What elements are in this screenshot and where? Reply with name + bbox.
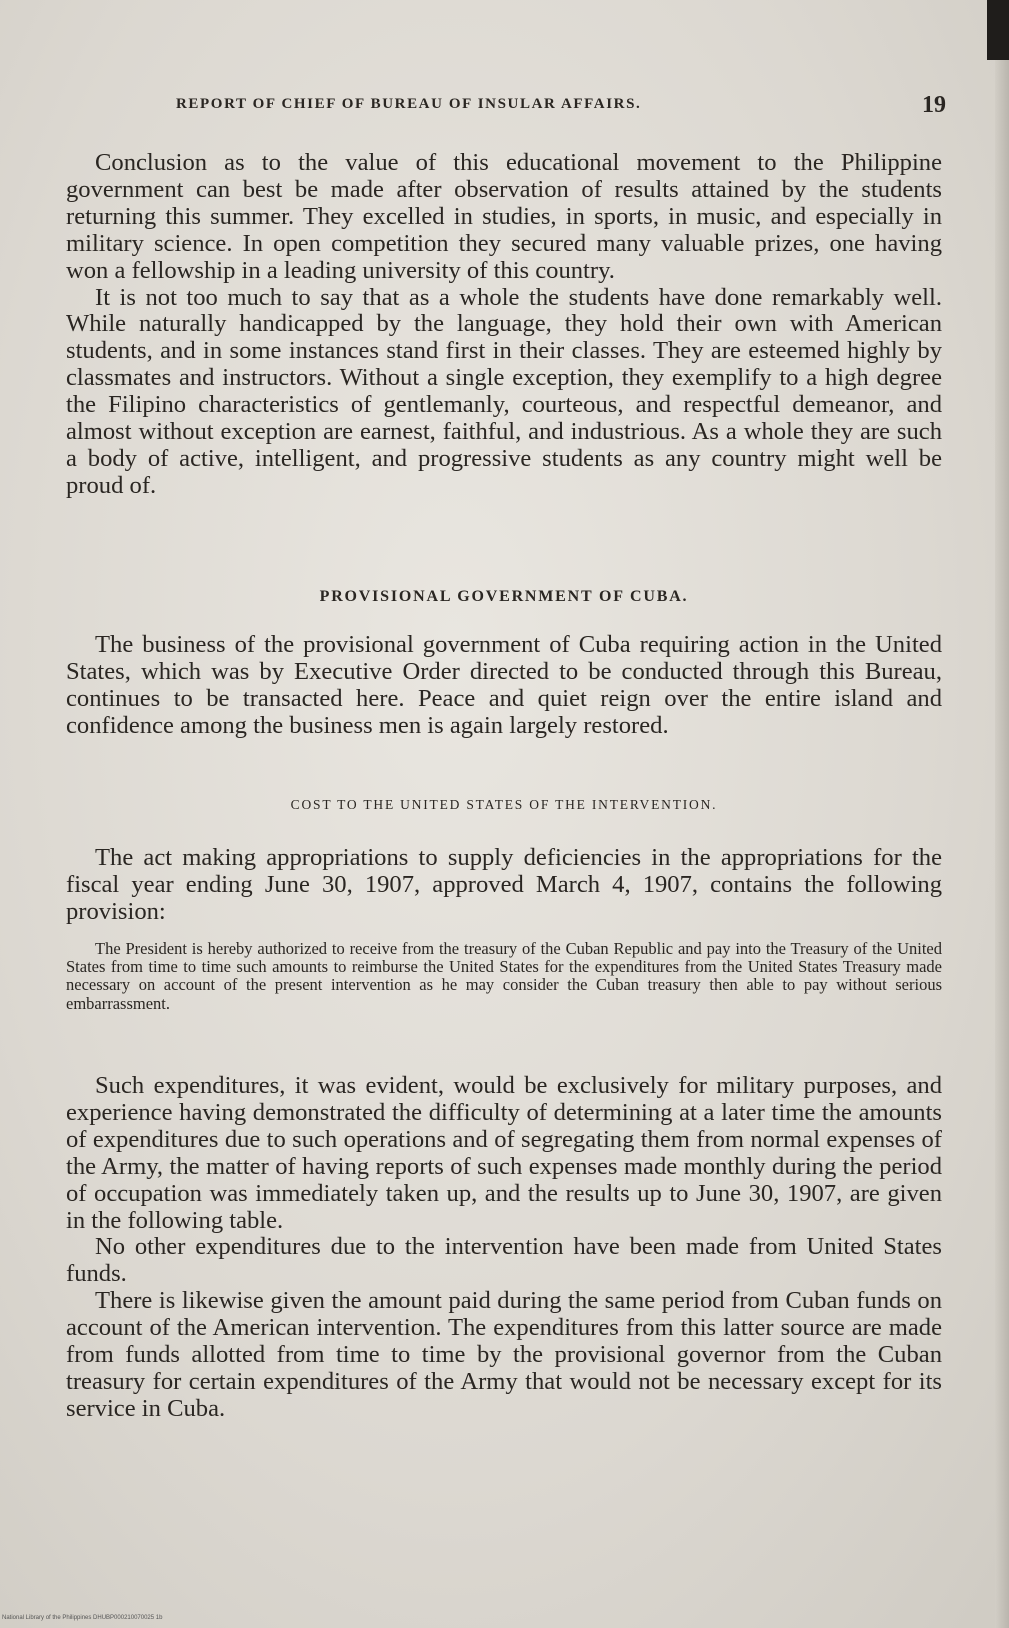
quoted-provision <box>66 940 942 1013</box>
paragraph: The business of the provisional government of Cuba requiring action in the United States, which was by Executive Order directed to be conducted through this Bureau, continues to be transacted here. Peace and quiet reign over the entire island and confidence among the business men is again largely restored. <box>66 631 942 739</box>
section-heading-cost-of-intervention: COST TO THE UNITED STATES OF THE INTERVENTION. <box>290 797 718 812</box>
paragraph: The act making appropriations to supply deficiencies in the appropriations for the fiscal year ending June 30, 1907, approved March 4, 1907, contains the following provision: <box>66 844 942 925</box>
paragraph: Such expenditures, it was evident, would be exclusively for military purposes, and experience having demonstrated the difficulty of determining at a later time the amounts of expenditures due to such operations and of segregating them from normal expenses of the Army, the matter of having reports of such expenses made monthly during the period of occupation was immediately taken up, and the results up to June 30, 1907, are given in the following table. <box>66 1072 942 1234</box>
paragraph: It is not too much to say that as a whole the students have done remarkably well. While naturally handicapped by the language, they hold their own with American students, and in some instances stand first in their classes. They are esteemed highly by classmates and instructors. Without a single exception, they exemplify to a high degree the Filipino characteristics of gentlemanly, courteous, and respectful demeanor, and almost without exception are earnest, faithful, and industrious. As a whole they are such a body of active, intelligent, and progressive students as any country might well be proud of. <box>66 283 942 499</box>
intro-section <box>66 150 942 500</box>
scan-credit: National Library of the Philippines DHUBP000210070025 1b <box>2 1615 163 1621</box>
quote-text: The President is hereby authorized to receive from the treasury of the Cuban Republic and pay into the Treasury of the United States from time to time such amounts to reimburse the United States for the expenditures from the United States Treasury made necessary on account of the present intervention as he may consider the Cuban treasury then able to pay without serious embarrassment. <box>66 939 942 1013</box>
cost-intro <box>66 845 942 926</box>
paragraph: There is likewise given the amount paid during the same period from Cuban funds on account of the American intervention. The expenditures from this latter source are made from funds allotted from time to time by the provisional governor from the Cuban treasury for certain expenditures of the Army that would not be necessary except for its service in Cuba. <box>66 1287 942 1422</box>
page-edge-shadow <box>995 0 1009 1628</box>
running-head: REPORT OF CHIEF OF BUREAU OF INSULAR AFFAIRS. <box>176 96 642 112</box>
paragraph: No other expenditures due to the intervention have been made from United States funds. <box>66 1233 942 1288</box>
section-heading-provisional-government: PROVISIONAL GOVERNMENT OF CUBA. <box>319 588 689 605</box>
cost-section-body <box>66 1073 942 1423</box>
page-corner-shadow <box>987 0 1009 60</box>
paragraph: Conclusion as to the value of this educational movement to the Philippine government can best be made after observation of results attained by the students returning this summer. They excelled in studies, in sports, in music, and especially in military science. In open competition they secured many valuable prizes, one having won a fellowship in a leading university of this country. <box>66 149 942 284</box>
page-header <box>176 92 946 122</box>
page-number: 19 <box>922 92 946 118</box>
provisional-government-section <box>66 632 942 740</box>
